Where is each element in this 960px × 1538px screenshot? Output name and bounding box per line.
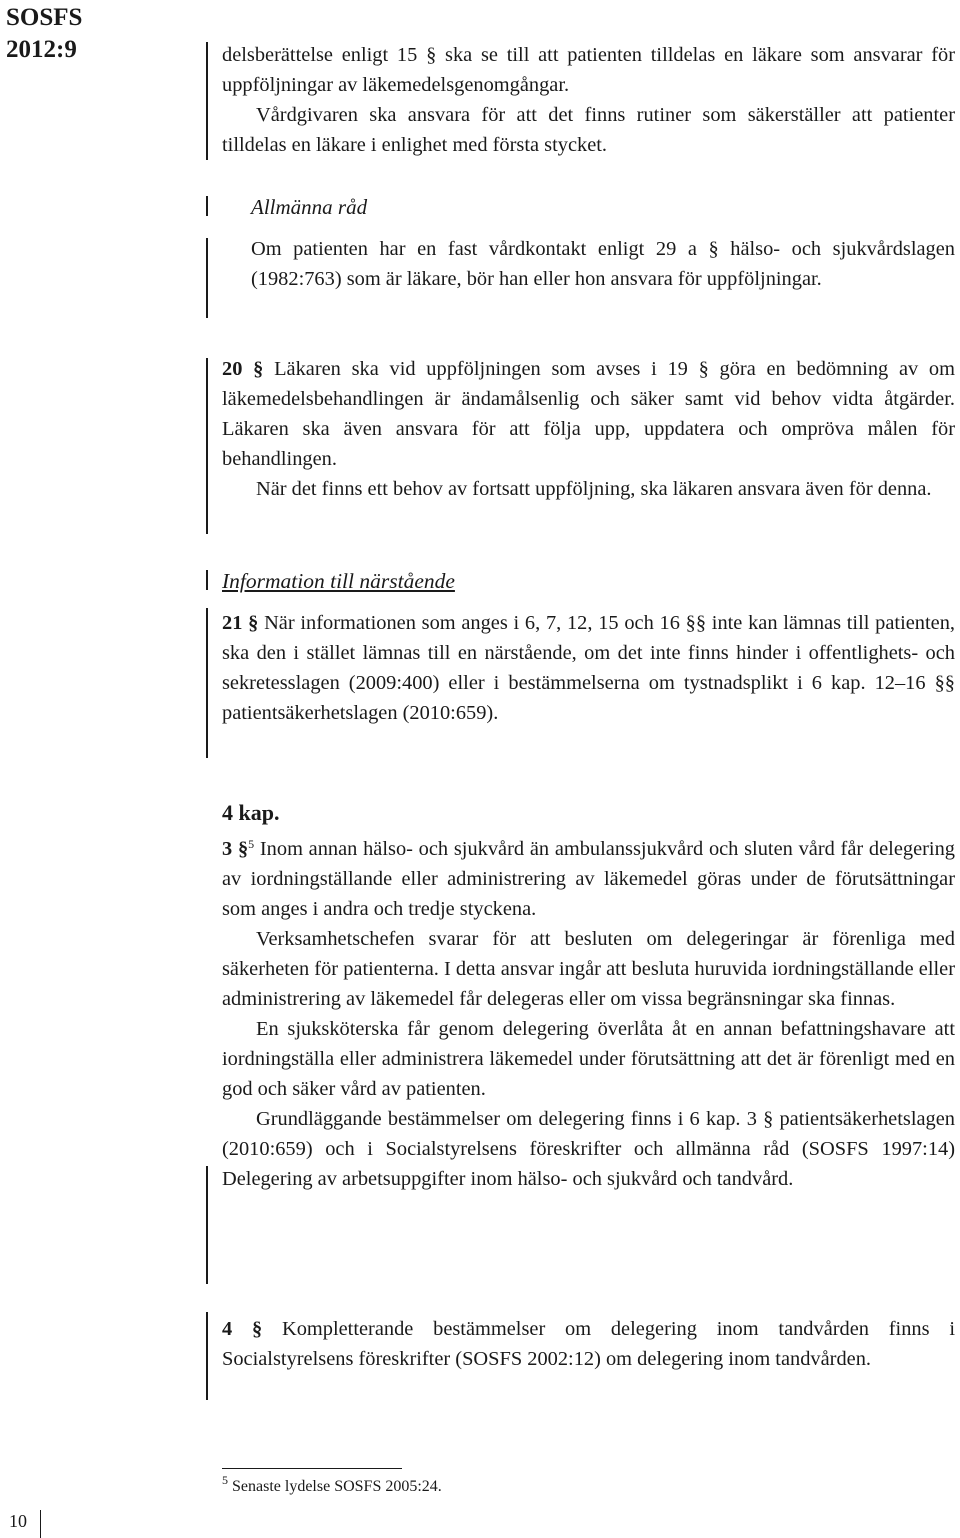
change-bar [206,608,208,758]
change-bar [206,196,208,216]
change-bar [206,570,208,590]
paragraph: delsberättelse enligt 15 § ska se till att patienten tilldelas en läkare som ansvarar för uppföljningar av läkemedelsgenomgångar. [222,44,955,96]
footnote-rule [222,1468,402,1469]
section-21 [222,608,955,728]
section-heading: Information till närstående [222,569,455,593]
footnote-number: 5 [222,1473,228,1487]
paragraph [222,608,955,728]
change-bar [206,1312,208,1400]
section-number: 20 § [222,358,264,380]
header-number: 2012:9 [6,36,77,63]
page-number: 10 [9,1511,27,1531]
general-advice-heading: Allmänna råd [251,195,368,219]
change-bar [206,42,208,160]
section-4 [222,1314,955,1374]
general-advice-block [222,192,955,294]
change-bar [206,1166,208,1284]
paragraph: Verksamhetschefen svarar för att besluten om delegeringar är förenliga med säkerheten för patienterna. I detta ansvar ingår att besluta huruvida iordningställande eller administrering av läkemedel får delegeras eller om vissa begränsningar ska finnas. [222,928,955,1010]
change-bar [206,238,208,318]
section-text: Läkaren ska vid uppföljningen som avses i 19 § göra en bedömning av om läkemedelsbehandlingen är ändamålsenlig och säker samt vid behov vidta åtgärder. Läkaren ska även ansvara för att följa upp, uppdatera och ompröva målen för behandlingen. [222,358,955,470]
continuation-paragraphs [222,40,955,160]
paragraph: Vårdgivaren ska ansvara för att det finns rutiner som säkerställer att patienter tilldelas en läkare i enlighet med första stycket. [222,104,955,156]
paragraph [222,354,955,474]
header-series: SOSFS [6,4,83,31]
section-text: När informationen som anges i 6, 7, 12, 15 och 16 §§ inte kan lämnas till patienten, ska den i stället lämnas till en närstående, om det inte finns hinder i offentlighets- och sekretesslagen (2009:400) eller i bestämmelserna om tystnadsplikt i 6 kap. 12–16 §§ patientsäkerhetslagen (2010:659). [222,612,955,724]
paragraph: När det finns ett behov av fortsatt uppföljning, ska läkaren ansvara även för denna. [256,478,932,500]
paragraph [222,1314,955,1374]
general-advice-text: Om patienten har en fast vårdkontakt enligt 29 a § hälso- och sjukvårdslagen (1982:763) som är läkare, bör han eller hon ansvara för uppföljningar. [251,238,955,290]
section-text: Kompletterande bestämmelser om delegering inom tandvården finns i Socialstyrelsens föreskrifter (SOSFS 2002:12) om delegering inom tandvården. [222,1318,955,1370]
footnote [222,1473,442,1498]
section-20 [222,354,955,504]
page-number-rule [40,1510,41,1538]
footnote-text: Senaste lydelse SOSFS 2005:24. [232,1478,442,1495]
information-heading-block [222,566,955,596]
section-number: 3 § [222,838,249,860]
paragraph [222,834,955,924]
section-number: 4 § [222,1318,263,1340]
chapter-4 [222,798,955,1194]
footnote-ref: 5 [248,837,255,851]
paragraph: Grundläggande bestämmelser om delegering finns i 6 kap. 3 § patientsäkerhetslagen (2010:659) och i Socialstyrelsens föreskrifter och allmänna råd (SOSFS 1997:14) Delegering av arbetsuppgifter inom hälso- och sjukvård och tandvård. [222,1108,955,1190]
section-text: Inom annan hälso- och sjukvård än ambulanssjukvård och sluten vård får delegering av iordningställande eller administrering av läkemedel göras under de förutsättningar som anges i andra och tredje styckena. [222,838,955,920]
paragraph: En sjuksköterska får genom delegering överlåta åt en annan befattningshavare att iordningställa eller administrera läkemedel under förutsättning att det är förenligt med en god och säker vård av patienten. [222,1018,955,1100]
section-number: 21 § [222,612,259,634]
chapter-heading: 4 kap. [222,800,280,825]
change-bar [206,358,208,534]
document-header [6,2,82,66]
